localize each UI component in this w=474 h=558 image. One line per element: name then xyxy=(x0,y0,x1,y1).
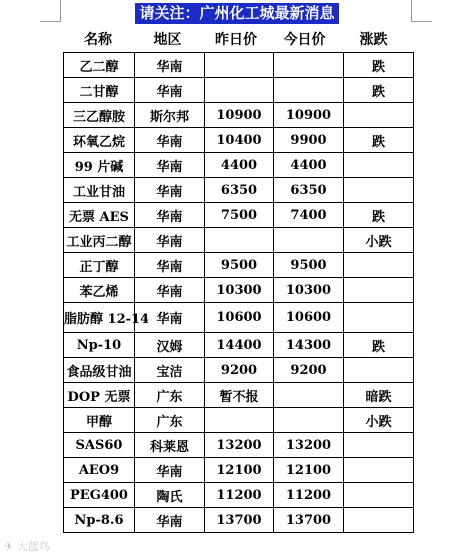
cell-today-price: 13700 xyxy=(274,508,344,533)
cell-yesterday-price xyxy=(205,228,274,253)
table-row xyxy=(64,203,414,228)
cell-name: 工业丙二醇 xyxy=(64,228,135,253)
table-row xyxy=(64,508,414,533)
cell-today-price xyxy=(274,228,344,253)
cell-trend xyxy=(344,458,414,483)
cell-yesterday-price: 10300 xyxy=(205,278,274,303)
cell-trend xyxy=(344,178,414,203)
table-row xyxy=(64,103,414,128)
cell-name: 正丁醇 xyxy=(64,253,135,278)
cell-trend xyxy=(344,253,414,278)
cell-region: 广东 xyxy=(135,383,205,408)
cell-today-price: 9500 xyxy=(274,253,344,278)
column-header-yesterday-price: 昨日价 xyxy=(215,32,257,48)
table-row xyxy=(64,303,414,333)
cell-name: 三乙醇胺 xyxy=(64,103,135,128)
bird-icon: ✈ xyxy=(4,540,14,553)
cell-yesterday-price: 7500 xyxy=(205,203,274,228)
table-row xyxy=(64,278,414,303)
cell-region: 华南 xyxy=(135,303,205,333)
cell-yesterday-price: 10600 xyxy=(205,303,274,333)
cell-trend xyxy=(344,153,414,178)
table-row xyxy=(64,408,414,433)
cell-trend xyxy=(344,278,414,303)
table-row xyxy=(64,358,414,383)
cell-region: 华南 xyxy=(135,53,205,78)
cell-name: Np-10 xyxy=(64,333,135,358)
cell-name: 工业甘油 xyxy=(64,178,135,203)
cell-yesterday-price: 13200 xyxy=(205,433,274,458)
cell-region: 华南 xyxy=(135,178,205,203)
cell-name: Np-8.6 xyxy=(64,508,135,533)
cell-region: 华南 xyxy=(135,203,205,228)
table-row xyxy=(64,458,414,483)
cell-yesterday-price: 暂不报 xyxy=(205,383,274,408)
cell-today-price xyxy=(274,408,344,433)
cell-trend: 小跌 xyxy=(344,228,414,253)
cell-name: PEG400 xyxy=(64,483,135,508)
cell-today-price: 6350 xyxy=(274,178,344,203)
cell-yesterday-price: 11200 xyxy=(205,483,274,508)
cell-name: 环氧乙烷 xyxy=(64,128,135,153)
cell-region: 广东 xyxy=(135,408,205,433)
column-header-today-price: 今日价 xyxy=(283,32,326,48)
price-table xyxy=(63,52,414,533)
table-row xyxy=(64,78,414,103)
cell-region: 宝洁 xyxy=(135,358,205,383)
cell-trend: 跌 xyxy=(344,53,414,78)
cell-region: 科莱恩 xyxy=(135,433,205,458)
cell-name: AEO9 xyxy=(64,458,135,483)
cell-yesterday-price: 10900 xyxy=(205,103,274,128)
cell-today-price: 10900 xyxy=(274,103,344,128)
cell-trend: 小跌 xyxy=(344,408,414,433)
cell-region: 汉姆 xyxy=(135,333,205,358)
cell-yesterday-price: 13700 xyxy=(205,508,274,533)
cell-name: 二甘醇 xyxy=(64,78,135,103)
cell-region: 华南 xyxy=(135,78,205,103)
cell-trend xyxy=(344,103,414,128)
cell-trend xyxy=(344,358,414,383)
cell-today-price xyxy=(274,53,344,78)
cell-today-price: 12100 xyxy=(274,458,344,483)
cell-yesterday-price: 9500 xyxy=(205,253,274,278)
cell-trend xyxy=(344,433,414,458)
cell-region: 华南 xyxy=(135,458,205,483)
table-row xyxy=(64,178,414,203)
cell-today-price: 10600 xyxy=(274,303,344,333)
table-row xyxy=(64,253,414,278)
table-row xyxy=(64,383,414,408)
title-bar xyxy=(0,3,474,24)
column-header-trend: 涨跌 xyxy=(359,32,388,48)
cell-today-price: 9900 xyxy=(274,128,344,153)
table-row xyxy=(64,333,414,358)
cell-name: 乙二醇 xyxy=(64,53,135,78)
cell-name: 99 片碱 xyxy=(64,153,135,178)
cell-region: 陶氏 xyxy=(135,483,205,508)
cell-name: SAS60 xyxy=(64,433,135,458)
cell-yesterday-price xyxy=(205,53,274,78)
cell-region: 华南 xyxy=(135,228,205,253)
cell-today-price xyxy=(274,78,344,103)
table-row xyxy=(64,228,414,253)
cell-name: 甲醇 xyxy=(64,408,135,433)
cell-today-price: 10300 xyxy=(274,278,344,303)
cell-region: 华南 xyxy=(135,153,205,178)
cell-yesterday-price: 6350 xyxy=(205,178,274,203)
cell-today-price: 7400 xyxy=(274,203,344,228)
cell-name: 脂肪醇 12-14 xyxy=(64,303,135,333)
cell-name: 苯乙烯 xyxy=(64,278,135,303)
page-title: 请关注：广州化工城最新消息 xyxy=(135,3,338,24)
cell-trend: 跌 xyxy=(344,333,414,358)
cell-today-price: 9200 xyxy=(274,358,344,383)
cell-name: DOP 无票 xyxy=(64,383,135,408)
table-row xyxy=(64,128,414,153)
cell-region: 华南 xyxy=(135,508,205,533)
cell-region: 华南 xyxy=(135,253,205,278)
cell-trend xyxy=(344,303,414,333)
cell-yesterday-price: 4400 xyxy=(205,153,274,178)
watermark-text: 大蓝鸟 xyxy=(16,540,50,553)
cell-today-price: 14300 xyxy=(274,333,344,358)
cell-trend xyxy=(344,483,414,508)
cell-region: 斯尔邦 xyxy=(135,103,205,128)
cell-region: 华南 xyxy=(135,278,205,303)
cell-yesterday-price xyxy=(205,408,274,433)
cell-today-price xyxy=(274,383,344,408)
cell-today-price: 13200 xyxy=(274,433,344,458)
cell-name: 食品级甘油 xyxy=(64,358,135,383)
cell-yesterday-price: 14400 xyxy=(205,333,274,358)
table-header xyxy=(63,29,408,51)
cell-name: 无票 AES xyxy=(64,203,135,228)
cell-trend: 暗跌 xyxy=(344,383,414,408)
cell-today-price: 4400 xyxy=(274,153,344,178)
column-header-name: 名称 xyxy=(84,32,112,48)
table-row xyxy=(64,483,414,508)
cell-yesterday-price: 10400 xyxy=(205,128,274,153)
table-row xyxy=(64,153,414,178)
watermark xyxy=(4,538,50,554)
cell-yesterday-price xyxy=(205,78,274,103)
cell-today-price: 11200 xyxy=(274,483,344,508)
cell-trend: 跌 xyxy=(344,203,414,228)
cell-trend: 跌 xyxy=(344,128,414,153)
cell-yesterday-price: 9200 xyxy=(205,358,274,383)
column-header-region: 地区 xyxy=(153,32,182,48)
cell-trend xyxy=(344,508,414,533)
table-row xyxy=(64,433,414,458)
cell-trend: 跌 xyxy=(344,78,414,103)
cell-region: 华南 xyxy=(135,128,205,153)
table-row xyxy=(64,53,414,78)
cell-yesterday-price: 12100 xyxy=(205,458,274,483)
